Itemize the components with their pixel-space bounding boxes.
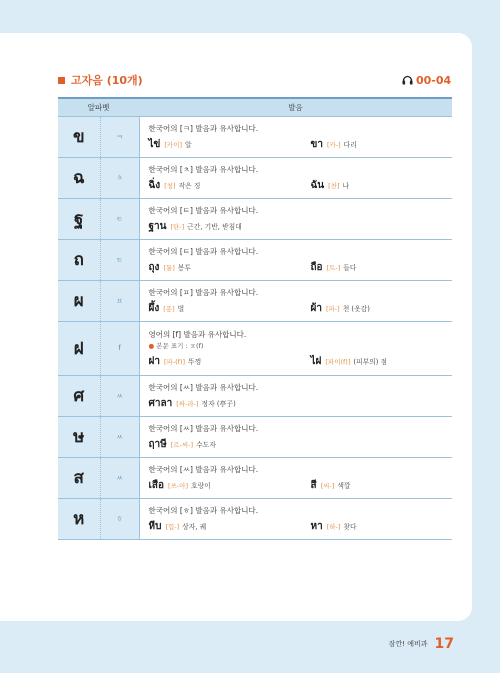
thai-letter: ฐ: [58, 198, 100, 239]
example-word: [311, 521, 357, 533]
example-thai: ผ้า: [310, 302, 322, 314]
example-meaning: 호랑이: [191, 481, 211, 490]
korean-equivalent: ㅍ: [100, 280, 139, 321]
korean-equivalent: ㅎ: [100, 498, 139, 539]
korean-equivalent: ㅆ: [100, 375, 139, 416]
examples: [149, 521, 447, 533]
example-thai: ฉิ่ง: [148, 179, 161, 191]
table-row: [58, 321, 452, 375]
section-heading: [58, 73, 143, 87]
korean-equivalent: ㅆ: [100, 416, 139, 457]
example-pronunciation: [하-]: [326, 522, 341, 531]
page-number: 17: [434, 636, 454, 652]
example-thai: หา: [310, 520, 323, 532]
example-meaning: 뚜껑: [188, 357, 202, 366]
section-title: 고자음 (10개): [71, 74, 143, 87]
example-word: [149, 439, 311, 451]
example-meaning: 봉투: [177, 263, 191, 272]
example-word: [311, 480, 351, 492]
pronunciation-cell: [139, 321, 452, 375]
examples: [149, 439, 447, 451]
pronunciation-note: [149, 341, 447, 351]
thai-letter: ส: [58, 457, 100, 498]
pronunciation-rule: 한국어의 [ㅎ] 발음과 유사합니다.: [148, 505, 259, 515]
example-pronunciation: [쓰-아]: [168, 481, 189, 490]
example-meaning: 벌: [177, 304, 185, 313]
example-word: [149, 262, 311, 274]
example-thai: ถุง: [148, 261, 160, 273]
thai-letter: ถ: [58, 239, 100, 280]
example-meaning: 수도자: [196, 440, 216, 449]
example-pronunciation: [칭]: [164, 181, 176, 190]
pronunciation-cell: [139, 498, 452, 539]
pronunciation-rule: 한국어의 [ㅋ] 발음과 유사합니다.: [148, 123, 259, 133]
table-body: [58, 116, 452, 539]
example-meaning: 상자, 궤: [182, 522, 207, 531]
examples: [149, 180, 447, 192]
example-pronunciation: [탄-]: [170, 222, 185, 231]
example-word: [149, 180, 311, 192]
thai-letter: ฉ: [58, 157, 100, 198]
example-word: [149, 356, 311, 368]
korean-equivalent: ㅌ: [100, 198, 139, 239]
example-thai: ไฝ: [310, 355, 322, 367]
example-word: [311, 180, 350, 192]
example-pronunciation: [파-]: [325, 304, 340, 313]
example-word: [149, 139, 311, 151]
thai-letter: ฝ: [58, 321, 100, 375]
example-word: [149, 480, 311, 492]
example-meaning: 정자 (亭子): [201, 399, 236, 408]
page-footer: [389, 636, 454, 652]
example-thai: ฤาษี: [148, 438, 167, 450]
example-pronunciation: [파-(f)]: [163, 357, 186, 366]
table-row: [58, 116, 452, 157]
examples: [149, 262, 447, 274]
pronunciation-cell: [139, 116, 452, 157]
example-thai: ไข่: [148, 138, 161, 150]
thai-letter: ข: [58, 116, 100, 157]
example-meaning: 들다: [343, 263, 357, 272]
thai-letter: ผ: [58, 280, 100, 321]
table-row: [58, 157, 452, 198]
example-thai: ฉัน: [310, 179, 325, 191]
example-thai: ศาลา: [148, 397, 173, 409]
example-pronunciation: [트-]: [326, 263, 341, 272]
example-pronunciation: [퉁]: [163, 263, 175, 272]
pronunciation-cell: [139, 239, 452, 280]
pronunciation-rule: 한국어의 [ㅊ] 발음과 유사합니다.: [148, 164, 259, 174]
table-row: [58, 416, 452, 457]
korean-equivalent: f: [100, 321, 139, 375]
examples: [149, 303, 447, 315]
example-word: [311, 303, 370, 315]
example-pronunciation: [힙-]: [165, 522, 180, 531]
example-pronunciation: [씨-]: [320, 481, 335, 490]
pronunciation-rule: 영어의 [f] 발음과 유사합니다.: [148, 329, 247, 339]
table-row: [58, 239, 452, 280]
example-word: [311, 139, 357, 151]
note-text: 본문 표기 : ㅍ(f): [156, 341, 204, 350]
audio-track-code: 00-04: [416, 73, 452, 87]
example-word: [149, 221, 311, 233]
example-thai: ผึ้ง: [148, 302, 160, 314]
example-meaning: 작은 징: [178, 181, 201, 190]
example-pronunciation: [카-]: [326, 140, 341, 149]
consonant-table: [58, 97, 452, 540]
example-pronunciation: [찬]: [328, 181, 340, 190]
table-row: [58, 498, 452, 539]
example-word: [149, 303, 311, 315]
example-meaning: 다리: [343, 140, 357, 149]
korean-equivalent: ㅌ: [100, 239, 139, 280]
audio-track[interactable]: [402, 73, 451, 87]
pronunciation-rule: 한국어의 [ㅌ] 발음과 유사합니다.: [148, 246, 259, 256]
example-thai: ขา: [310, 138, 323, 150]
pronunciation-rule: 한국어의 [ㅆ] 발음과 유사합니다.: [148, 423, 259, 433]
pronunciation-cell: [139, 280, 452, 321]
example-pronunciation: [카이]: [164, 140, 183, 149]
pronunciation-rule: 한국어의 [ㅆ] 발음과 유사합니다.: [148, 382, 259, 392]
header-pronunciation: 발음: [139, 98, 452, 116]
table-row: [58, 198, 452, 239]
table-row: [58, 280, 452, 321]
pronunciation-cell: [139, 416, 452, 457]
examples: [149, 221, 447, 233]
thai-letter: ษ: [58, 416, 100, 457]
table-row: [58, 375, 452, 416]
pronunciation-cell: [139, 198, 452, 239]
example-pronunciation: [픙]: [163, 304, 175, 313]
example-meaning: 알: [185, 140, 192, 149]
examples: [149, 139, 447, 151]
pronunciation-rule: 한국어의 [ㅍ] 발음과 유사합니다.: [148, 287, 259, 297]
examples: [149, 480, 447, 492]
table-header-row: [58, 98, 452, 116]
examples: [149, 356, 447, 368]
table-row: [58, 457, 452, 498]
thai-letter: ศ: [58, 375, 100, 416]
example-pronunciation: [싸-라-]: [176, 399, 199, 408]
pronunciation-cell: [139, 375, 452, 416]
korean-equivalent: ㅋ: [100, 116, 139, 157]
pronunciation-cell: [139, 457, 452, 498]
example-pronunciation: [파이(f)]: [325, 357, 351, 366]
thai-letter: ห: [58, 498, 100, 539]
example-meaning: 천 (옷감): [342, 304, 370, 313]
example-meaning: 근간, 기반, 받침대: [187, 222, 242, 231]
example-word: [311, 262, 357, 274]
example-thai: เสือ: [148, 479, 165, 491]
example-meaning: 나: [342, 181, 350, 190]
example-meaning: 찾다: [343, 522, 357, 531]
example-word: [149, 398, 311, 410]
example-pronunciation: [르-씨-]: [170, 440, 194, 449]
pronunciation-rule: 한국어의 [ㅌ] 발음과 유사합니다.: [148, 205, 259, 215]
note-bullet: ●: [148, 341, 157, 350]
example-word: [311, 356, 388, 368]
example-thai: สี: [310, 479, 317, 491]
korean-equivalent: ㅆ: [100, 457, 139, 498]
examples: [149, 398, 447, 410]
example-thai: ถือ: [310, 261, 323, 273]
example-thai: หีบ: [148, 520, 162, 532]
example-thai: ฝา: [148, 355, 160, 367]
footer-chapter-label: 잠깐! 예비과: [388, 640, 428, 648]
section-bullet: [58, 77, 65, 84]
pronunciation-cell: [139, 157, 452, 198]
headphones-icon: [402, 75, 416, 85]
example-meaning: (피부의) 점: [353, 357, 388, 366]
example-thai: ฐาน: [148, 220, 167, 232]
header-alphabet: 알파벳: [58, 98, 139, 116]
korean-equivalent: ㅊ: [100, 157, 139, 198]
example-word: [149, 521, 311, 533]
pronunciation-rule: 한국어의 [ㅆ] 발음과 유사합니다.: [148, 464, 259, 474]
example-meaning: 색깔: [337, 481, 351, 490]
